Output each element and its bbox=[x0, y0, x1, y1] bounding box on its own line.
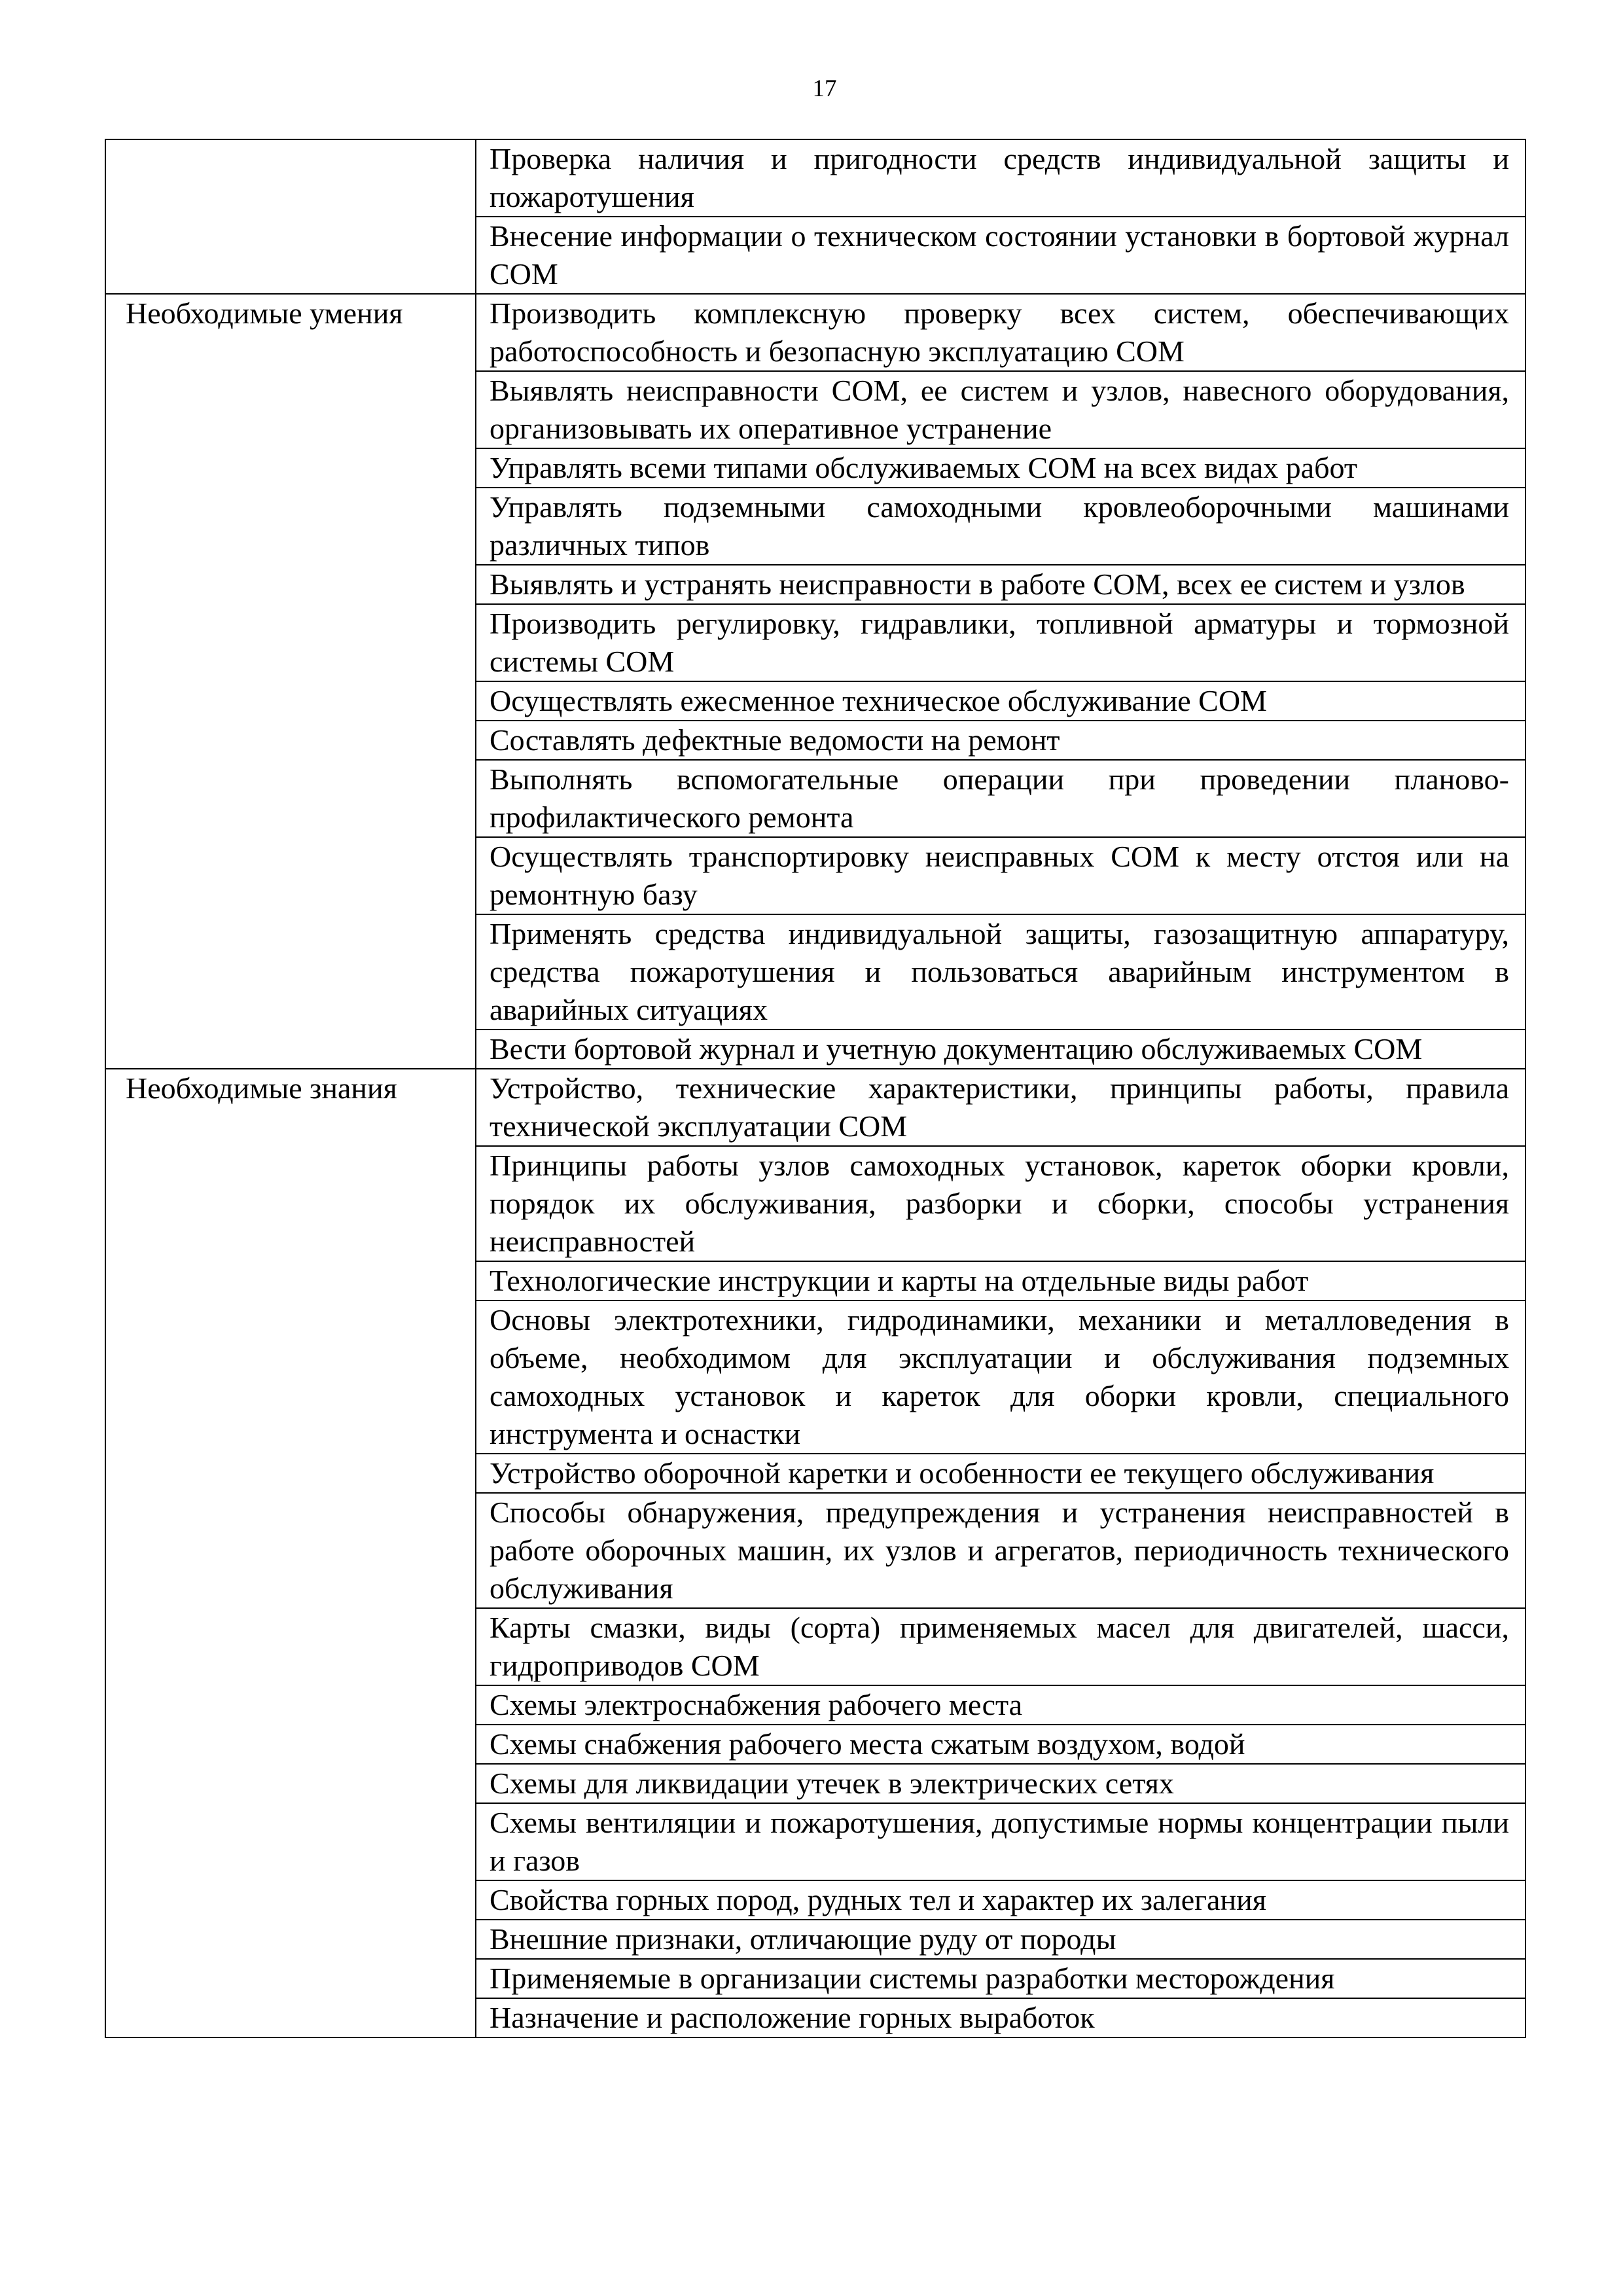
table-cell-item: Технологические инструкции и карты на отдельные виды работ bbox=[476, 1261, 1525, 1300]
section-label-skills: Необходимые умения bbox=[105, 294, 476, 1069]
requirements-table-body bbox=[105, 139, 1525, 2037]
table-cell-item: Вести бортовой журнал и учетную документацию обслуживаемых СОМ bbox=[476, 1030, 1525, 1069]
table-cell-item: Управлять всеми типами обслуживаемых СОМ на всех видах работ bbox=[476, 448, 1525, 488]
table-cell-item: Применять средства индивидуальной защиты, газозащитную аппаратуру, средства пожаротушения и пользоваться аварийным инструментом в аварийных ситуациях bbox=[476, 914, 1525, 1030]
table-row bbox=[105, 294, 1525, 371]
table-cell-item: Составлять дефектные ведомости на ремонт bbox=[476, 721, 1525, 760]
table-cell-item: Выполнять вспомогательные операции при проведении планово-профилактического ремонта bbox=[476, 760, 1525, 837]
table-cell-item: Применяемые в организации системы разработки месторождения bbox=[476, 1959, 1525, 1998]
section-label-cell bbox=[105, 139, 476, 294]
table-cell-item: Назначение и расположение горных выработок bbox=[476, 1998, 1525, 2037]
table-cell-item: Свойства горных пород, рудных тел и характер их залегания bbox=[476, 1880, 1525, 1920]
section-label-knowledge: Необходимые знания bbox=[105, 1069, 476, 2037]
table-cell-item: Управлять подземными самоходными кровлеоборочными машинами различных типов bbox=[476, 488, 1525, 565]
table-cell-item: Схемы снабжения рабочего места сжатым воздухом, водой bbox=[476, 1725, 1525, 1764]
table-cell-item: Устройство, технические характеристики, принципы работы, правила технической эксплуатации СОМ bbox=[476, 1069, 1525, 1146]
table-cell-item: Способы обнаружения, предупреждения и устранения неисправностей в работе оборочных машин, их узлов и агрегатов, периодичность технического обслуживания bbox=[476, 1493, 1525, 1608]
table-cell-item: Проверка наличия и пригодности средств индивидуальной защиты и пожаротушения bbox=[476, 139, 1525, 217]
table-cell-item: Внешние признаки, отличающие руду от породы bbox=[476, 1920, 1525, 1959]
table-cell-item: Осуществлять транспортировку неисправных СОМ к месту отстоя или на ремонтную базу bbox=[476, 837, 1525, 914]
table-cell-item: Выявлять неисправности СОМ, ее систем и узлов, навесного оборудования, организовывать их оперативное устранение bbox=[476, 371, 1525, 448]
page-number: 17 bbox=[812, 75, 837, 102]
table-cell-item: Устройство оборочной каретки и особенности ее текущего обслуживания bbox=[476, 1454, 1525, 1493]
table-row bbox=[105, 139, 1525, 217]
table-cell-item: Схемы для ликвидации утечек в электрических сетях bbox=[476, 1764, 1525, 1803]
table-cell-item: Внесение информации о техническом состоянии установки в бортовой журнал СОМ bbox=[476, 217, 1525, 294]
table-cell-item: Производить комплексную проверку всех систем, обеспечивающих работоспособность и безопасную эксплуатацию СОМ bbox=[476, 294, 1525, 371]
table-cell-item: Принципы работы узлов самоходных установок, кареток оборки кровли, порядок их обслуживания, разборки и сборки, способы устранения неисправностей bbox=[476, 1146, 1525, 1261]
table-cell-item: Карты смазки, виды (сорта) применяемых масел для двигателей, шасси, гидроприводов СОМ bbox=[476, 1608, 1525, 1685]
table-row bbox=[105, 1069, 1525, 1146]
table-cell-item: Осуществлять ежесменное техническое обслуживание СОМ bbox=[476, 681, 1525, 721]
table-cell-item: Схемы вентиляции и пожаротушения, допустимые нормы концентрации пыли и газов bbox=[476, 1803, 1525, 1880]
table-cell-item: Производить регулировку, гидравлики, топливной арматуры и тормозной системы СОМ bbox=[476, 604, 1525, 681]
table-cell-item: Выявлять и устранять неисправности в работе СОМ, всех ее систем и узлов bbox=[476, 565, 1525, 604]
table-cell-item: Основы электротехники, гидродинамики, механики и металловедения в объеме, необходимом для эксплуатации и обслуживания подземных самоходных установок и кареток для оборки кровли, специального инструмента и оснастки bbox=[476, 1300, 1525, 1454]
requirements-table bbox=[105, 139, 1526, 2038]
table-cell-item: Схемы электроснабжения рабочего места bbox=[476, 1685, 1525, 1725]
